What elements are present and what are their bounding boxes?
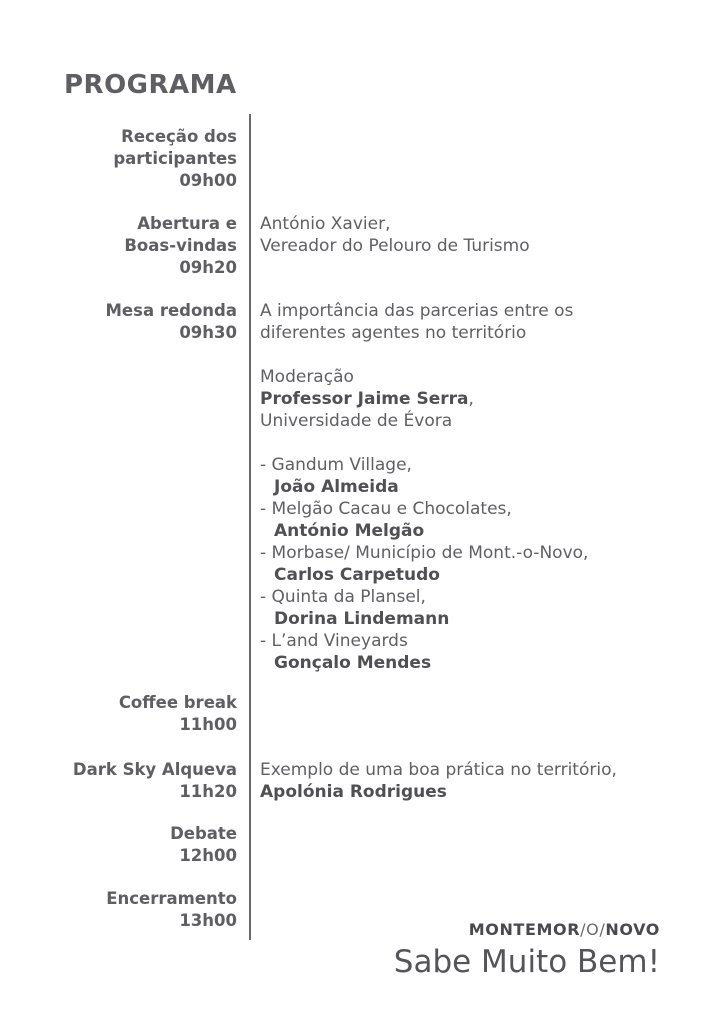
schedule-time: 13h00 [179, 911, 237, 930]
speaker-role: Vereador do Pelouro de Turismo [260, 236, 530, 256]
schedule-label: Mesa redonda [105, 301, 237, 320]
schedule-time: 09h20 [179, 258, 237, 277]
schedule-label: Debate [170, 824, 237, 843]
panel-org: - Quinta da Plansel, [260, 587, 426, 607]
brand-slash: / [580, 920, 587, 939]
schedule-time: 11h00 [179, 715, 237, 734]
brand-slash: / [599, 920, 606, 939]
schedule-label: Receção dos [121, 127, 237, 146]
schedule-label: Coffee break [118, 693, 237, 712]
schedule-item-rececao [113, 126, 237, 192]
schedule-label: Dark Sky Alqueva [72, 760, 237, 779]
panel-org: - Melgão Cacau e Chocolates, [260, 499, 512, 519]
darksky-details [260, 759, 617, 803]
vertical-divider [249, 114, 251, 940]
schedule-item-mesa-redonda [106, 300, 237, 344]
panel-person: Carlos Carpetudo [274, 565, 440, 585]
schedule-label: Abertura e [137, 214, 237, 233]
speaker-name: António Xavier, [260, 214, 391, 234]
schedule-time: 09h00 [179, 171, 237, 190]
panel-org: - Gandum Village, [260, 455, 412, 475]
schedule-time: 12h00 [179, 846, 237, 865]
darksky-description: Exemplo de uma boa prática no território, [260, 760, 617, 780]
panel-person: João Almeida [274, 477, 399, 497]
brand-logo [469, 920, 660, 939]
brand-slogan: Sabe Muito Bem! [393, 944, 660, 980]
abertura-details [260, 213, 530, 257]
darksky-speaker: Apolónia Rodrigues [260, 782, 447, 802]
topic-line: A importância das parcerias entre os [260, 301, 574, 321]
brand-part: MONTEMOR [468, 920, 581, 939]
panel-org: - Morbase/ Município de Mont.-o-Novo, [260, 543, 589, 563]
schedule-item-abertura [124, 213, 237, 279]
schedule-item-encerramento [106, 888, 237, 932]
schedule-label: participantes [113, 149, 237, 168]
mesa-moderation [260, 366, 474, 432]
moderator-org: Universidade de Évora [260, 411, 453, 431]
schedule-label: Boas-vindas [124, 236, 237, 255]
moderator-comma: , [468, 389, 474, 409]
mesa-panel [260, 454, 588, 674]
moderator-line [260, 388, 474, 410]
brand-part: O [586, 920, 600, 939]
moderation-label: Moderação [260, 367, 354, 387]
topic-line: diferentes agentes no território [260, 323, 527, 343]
moderator-name: Professor Jaime Serra [260, 389, 469, 409]
schedule-time: 09h30 [179, 323, 237, 342]
page-title: PROGRAMA [64, 70, 237, 100]
mesa-topic [260, 300, 573, 344]
schedule-time: 11h20 [179, 782, 237, 801]
panel-person: Gonçalo Mendes [274, 653, 432, 673]
schedule-item-dark-sky [73, 759, 237, 803]
panel-org: - L’and Vineyards [260, 631, 408, 651]
schedule-item-coffee-break [119, 692, 237, 736]
schedule-item-debate [170, 823, 237, 867]
panel-person: Dorina Lindemann [274, 609, 450, 629]
brand-part: NOVO [605, 920, 660, 939]
panel-person: António Melgão [274, 521, 425, 541]
schedule-label: Encerramento [106, 889, 237, 908]
